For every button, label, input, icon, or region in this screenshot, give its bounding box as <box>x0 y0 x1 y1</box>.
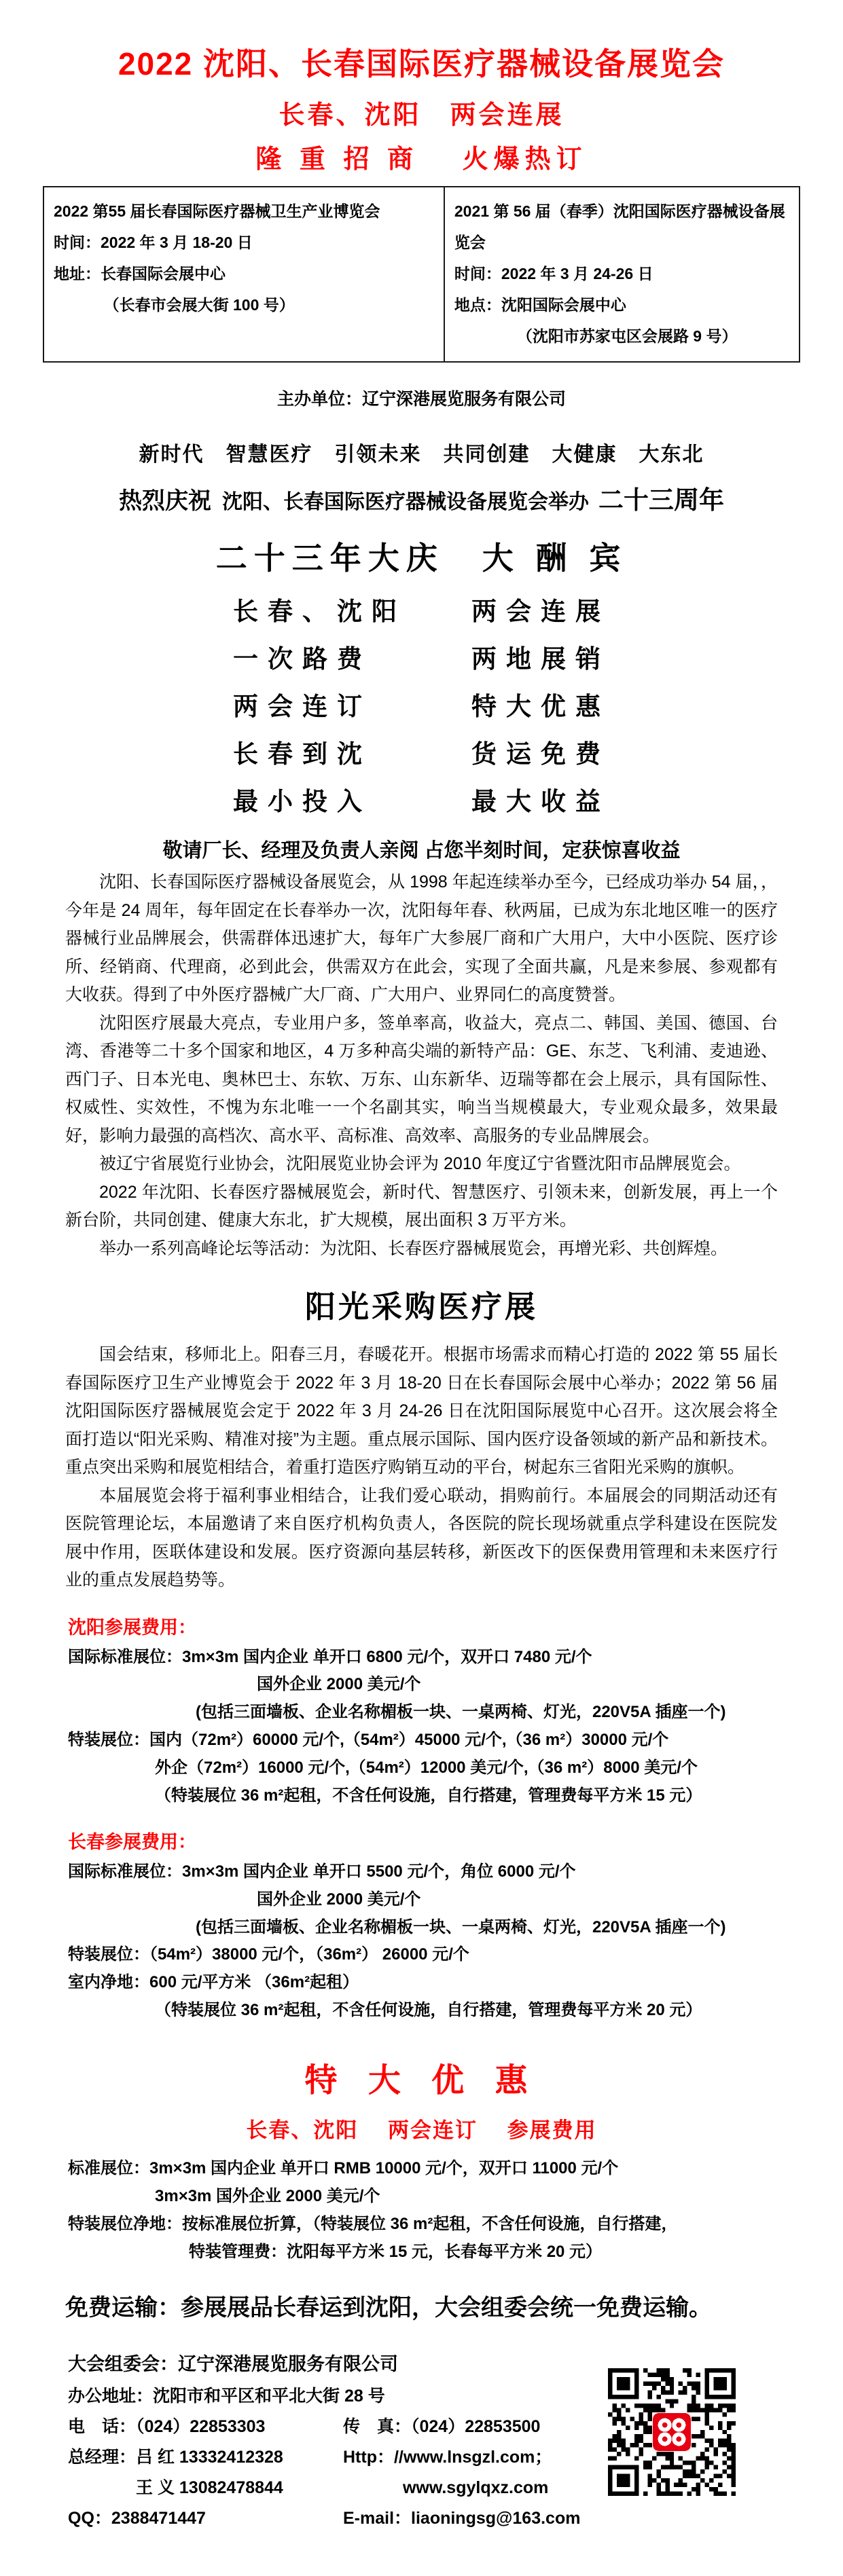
slogan-line: 新时代 智慧医疗 引领未来 共同创建 大健康 大东北 <box>139 443 704 466</box>
fax-value: 传 真：（024）22853500 <box>343 2416 541 2436</box>
intro-paragraphs <box>0 868 843 1263</box>
free-shipping-line: 免费运输：参展展品长春运到沈阳，大会组委会统一免费运输。 <box>65 2294 712 2321</box>
manager-wang-yi: 王 义 13082478844 <box>68 2478 283 2497</box>
sunshine-section-heading: 阳光采购医疗展 <box>304 1289 538 1324</box>
website-url-2: www.sgylqxz.com <box>381 2478 549 2497</box>
fee-line: 特装展位净地：按标准展位折算，（特装展位 36 m²起租，不含任何设施，自行搭建， <box>68 2214 678 2233</box>
benefit-right: 最大收益 <box>471 788 610 815</box>
benefit-right: 两地展销 <box>471 645 610 673</box>
website-url-1: Http：//www.lnsgzl.com； <box>343 2447 552 2467</box>
benefit-left: 最小投入 <box>233 788 372 815</box>
celebration-middle: 沈阳、长春国际医疗器械设备展览会举办 <box>222 491 589 513</box>
paragraph: 沈阳医疗展最大亮点，专业用户多，签单率高，收益大，亮点二、韩国、美国、德国、台湾、香港等二十多个国家和地区，4 万多种高尖端的新特产品：GE、东芝、飞利浦、麦迪逊、西门子、日本光电、奥林巴士、东软、万东、山东新华、迈瑞等都在会上展示，具有国际性、权威性、实效性，不愧为东北唯一一个名副其实，响当当规模最大，专业观众最多，效果最好，影响力最强的高档次、高水平、高标准、高效率、高服务的专业品牌展会。 <box>65 1013 778 1145</box>
fee-line: (包括三面墙板、企业名称楣板一块、一桌两椅、灯光，220V5A 插座一个) <box>196 1703 726 1722</box>
fee-line: 特装管理费：沈阳每平方米 15 元，长春每平方米 20 元） <box>189 2242 603 2261</box>
invite-line: 敬请厂长、经理及负责人亲阅 占您半刻时间，定获惊喜收益 <box>162 840 681 862</box>
fee-line: 国外企业 2000 美元/个 <box>257 1675 421 1694</box>
paragraph: 2022 年沈阳、长春医疗器械展览会，新时代、智慧医疗、引领未来，创新发展，再上一个新台阶，共同创建、健康大东北，扩大规模，展出面积 3 万平方米。 <box>65 1182 778 1230</box>
benefit-left: 长春到沈 <box>233 740 372 768</box>
anniversary-line: 二十三年大庆 大 酬 宾 <box>215 540 628 576</box>
special-offer-fees-section <box>0 2156 843 2266</box>
changchun-event-cell <box>43 187 444 362</box>
shenyang-event-time: 时间：2022 年 3 月 24-26 日 <box>454 265 653 282</box>
fee-line: （特装展位 36 m²起租，不含任何设施，自行搭建，管理费每平方米 20 元） <box>155 2001 702 2020</box>
changchun-event-address: 地址：长春国际会展中心 <box>54 265 226 282</box>
special-offer-subheading: 长春、沈阳 两会连订 参展费用 <box>246 2118 597 2142</box>
office-address-line: 办公地址：沈阳市和平区和平北大街 28 号 <box>68 2386 385 2406</box>
shenyang-fees-heading: 沈阳参展费用： <box>68 1617 196 1638</box>
benefit-right: 特大优惠 <box>471 693 610 720</box>
celebration-suffix: 二十三周年 <box>598 486 724 514</box>
main-title: 2022 沈阳、长春国际医疗器械设备展览会 <box>118 46 725 81</box>
organizer-line: 主办单位：辽宁深港展览服务有限公司 <box>276 390 566 409</box>
changchun-event-title: 2022 第55 届长春国际医疗器械卫生产业博览会 <box>54 202 380 220</box>
changchun-event-time: 时间：2022 年 3 月 18-20 日 <box>54 234 253 251</box>
qq-value: QQ：2388471447 <box>68 2508 206 2528</box>
benefit-left: 长春、沈阳 <box>233 597 406 625</box>
shenyang-event-address-detail: （沈阳市苏家屯区会展路 9 号） <box>516 327 738 345</box>
fee-line: 国外企业 2000 美元/个 <box>257 1890 421 1909</box>
committee-line: 大会组委会：辽宁深港展览服务有限公司 <box>68 2353 398 2374</box>
fee-line: 室内净地：600 元/平方米 （36m²起租） <box>68 1973 359 1992</box>
benefit-left: 一次路费 <box>233 645 372 673</box>
benefit-right: 货运免费 <box>471 740 610 768</box>
paragraph: 沈阳、长春国际医疗器械设备展览会，从 1998 年起连续举办至今，已经成功举办 54 届，，今年是 24 周年，每年固定在长春举办一次，沈阳每年春、秋两届，已成为东北地区唯一的医疗器械行业品牌展会，供需群体迅速扩大，每年广大参展厂商和广大用户，大中小医院、医疗诊所、经销商、代理商，必到此会，供需双方在此会，实现了全面共赢，凡是来参展、参观都有大收获。得到了中外医疗器械广大厂商、广大用户、业界同仁的高度赞誉。 <box>65 872 778 1004</box>
subtitle-promotion: 隆 重 招 商 火爆热订 <box>255 145 588 174</box>
fee-line: 国际标准展位：3m×3m 国内企业 单开口 6800 元/个，双开口 7480 元/个 <box>68 1647 592 1666</box>
fee-line: (包括三面墙板、企业名称楣板一块、一桌两椅、灯光，220V5A 插座一个) <box>196 1917 726 1936</box>
fee-line: 3m×3m 国外企业 2000 美元/个 <box>155 2186 380 2205</box>
qr-code <box>608 2368 736 2496</box>
special-offer-heading: 特 大 优 惠 <box>304 2063 539 2099</box>
benefit-left: 两会连订 <box>233 693 372 720</box>
shenyang-fees-section <box>0 1613 843 1809</box>
benefit-pairs-block <box>233 591 610 817</box>
shenyang-event-cell <box>444 187 800 362</box>
changchun-fees-heading: 长春参展费用： <box>68 1831 196 1852</box>
fee-line: 国际标准展位：3m×3m 国内企业 单开口 5500 元/个，角位 6000 元/个 <box>68 1862 576 1881</box>
celebration-prefix: 热烈庆祝 <box>119 488 211 514</box>
fee-line: 特装展位：（54m²）38000 元/个，（36m²） 26000 元/个 <box>68 1945 469 1964</box>
fee-line: （特装展位 36 m²起租，不含任何设施，自行搭建，管理费每平方米 15 元） <box>155 1786 702 1805</box>
email-value: E-mail：liaoningsg@163.com <box>343 2508 581 2528</box>
benefit-right: 两会连展 <box>471 597 610 625</box>
footer-contact-block <box>0 2349 843 2529</box>
phone-value: 电 话：（024）22853303 <box>68 2416 266 2436</box>
changchun-fees-section <box>0 1827 843 2024</box>
event-info-table <box>43 186 800 363</box>
changchun-event-address-detail: （长春市会展大街 100 号） <box>103 296 295 314</box>
paragraph: 国会结束，移师北上。阳春三月，春暖花开。根据市场需求而精心打造的 2022 第 55 届长春国际医疗卫生产业博览会于 2022 年 3 月 18-20 日在长春国际会展中心举办；2022 第 56 届沈阳国际医疗器械展览会定于 2022 年 3 月 24-26 日在沈阳国际展览中心召开。这次展会将全面打造以“阳光采购、精准对接”为主题。重点展示国际、国内医疗设备领域的新产品和新技术。重点突出采购和展览相结合，着重打造医疗购销互动的平台，树起东三省阳光采购的旗帜。 <box>65 1345 778 1477</box>
paragraph: 举办一系列高峰论坛等活动：为沈阳、长春医疗器械展览会，再增光彩、共创辉煌。 <box>99 1238 728 1258</box>
sunshine-paragraphs <box>0 1341 843 1595</box>
subtitle-two-shows: 长春、沈阳 两会连展 <box>279 101 564 130</box>
qr-code-image <box>608 2368 736 2496</box>
fee-line: 外企（72m²）16000 元/个,（54m²）12000 美元/个,（36 m²）8000 美元/个 <box>155 1759 698 1777</box>
paragraph: 被辽宁省展览行业协会，沈阳展览业协会评为 2010 年度辽宁省暨沈阳市品牌展览会。 <box>99 1154 741 1173</box>
contact-row <box>68 2505 775 2529</box>
manager-lv-hong: 总经理：吕 红 13332412328 <box>68 2447 283 2467</box>
shenyang-event-address: 地点：沈阳国际会展中心 <box>454 296 626 314</box>
fee-line: 标准展位：3m×3m 国内企业 单开口 RMB 10000 元/个，双开口 11000 元/个 <box>68 2159 619 2177</box>
table-row <box>43 187 800 362</box>
shenyang-event-title: 2021 第 56 届（春季）沈阳国际医疗器械设备展览会 <box>454 202 785 251</box>
fee-line: 特装展位：国内（72m²）60000 元/个,（54m²）45000 元/个,（36 m²）30000 元/个 <box>68 1731 669 1750</box>
celebration-line <box>0 479 843 516</box>
paragraph: 本届展览会将于福利事业相结合，让我们爱心联动，捐购前行。本届展会的同期活动还有医院管理论坛，本届邀请了来自医疗机构负责人，各医院的院长现场就重点学科建设在医院发展中作用，医联体建设和发展。医疗资源向基层转移，新医改下的医保费用管理和未来医疗行业的重点发展趋势等。 <box>65 1486 778 1589</box>
